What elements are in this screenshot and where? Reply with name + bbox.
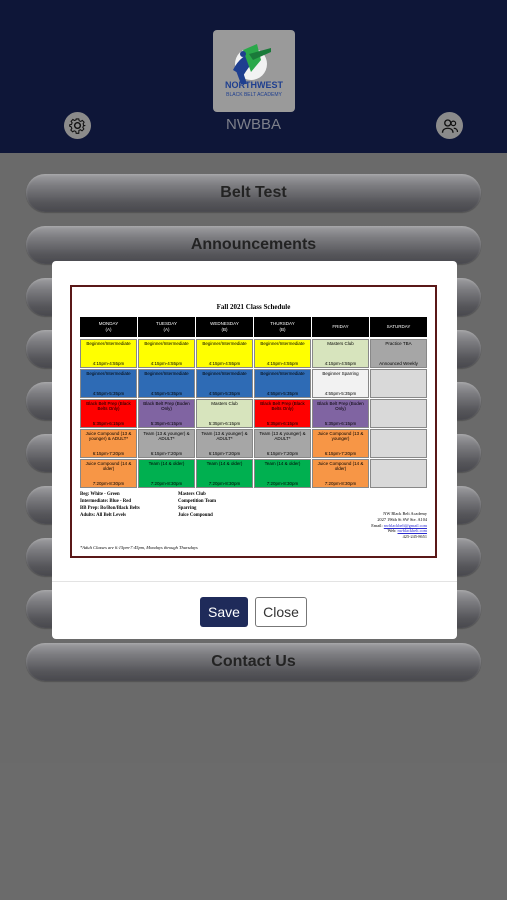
day-code: (B) [221, 327, 228, 332]
class-time: 7:20pm-8:30pm [150, 480, 183, 486]
legend-line: Competition Team [178, 498, 216, 504]
class-time: 4:55pm-5:35pm [324, 390, 357, 396]
web-link[interactable]: nwblackbelt.com [397, 528, 427, 534]
schedule-cell [196, 369, 253, 398]
class-name: Beginner/Intermediate [86, 341, 131, 346]
class-time: 5:35pm-6:15pm [324, 420, 357, 426]
schedule-cell [138, 399, 195, 428]
schedule-image [70, 285, 437, 558]
schedule-cell [312, 339, 369, 368]
academy-phone: 425-245-8651 [402, 534, 427, 540]
academy-contact [371, 511, 427, 540]
class-time: 4:15pm-4:55pm [324, 360, 357, 366]
schedule-cell [80, 369, 137, 398]
legend-line: Intermediate: Blue - Red [80, 498, 132, 504]
schedule-cell [312, 399, 369, 428]
schedule-cell [80, 339, 137, 368]
class-name: Juice Compound (14 & older) [317, 461, 364, 472]
day-header [370, 317, 427, 337]
class-time: 4:15pm-4:55pm [208, 360, 241, 366]
class-time: 7:20pm-8:30pm [324, 480, 357, 486]
class-name: Juice Compound (13 & younger) & ADULT* [85, 431, 132, 442]
class-time: 5:35pm-6:15pm [266, 420, 299, 426]
schedule-modal [52, 261, 457, 639]
schedule-cell [370, 429, 427, 458]
academy-logo [213, 30, 295, 112]
schedule-cell [138, 429, 195, 458]
day-code: (B) [279, 327, 286, 332]
day-name: TUESDAY [156, 321, 177, 327]
class-name: Team (14 & older) [148, 461, 185, 466]
program-legend [178, 492, 216, 520]
logo-graphic [213, 30, 295, 112]
day-name: FRIDAY [332, 324, 349, 330]
day-header [312, 317, 369, 337]
email-label: Email: [371, 522, 383, 528]
day-header [196, 317, 253, 337]
class-name: Beginner/Intermediate [144, 371, 189, 376]
class-time: 6:15pm-7:20pm [92, 450, 125, 456]
legend-line: Sparring [178, 505, 197, 511]
schedule-cell [80, 429, 137, 458]
close-button[interactable]: Close [255, 597, 307, 627]
class-time: 6:15pm-7:20pm [324, 450, 357, 456]
day-code: (A) [163, 327, 170, 332]
class-time: 5:35pm-6:15pm [150, 420, 183, 426]
academy-name: NW Black Belt Academy [383, 511, 427, 516]
schedule-cell [80, 459, 137, 488]
class-name: Beginner/Intermediate [202, 371, 247, 376]
class-time: 4:15pm-4:55pm [92, 360, 125, 366]
day-name: THURSDAY [270, 321, 295, 327]
class-time: 7:20pm-8:30pm [208, 480, 241, 486]
class-time: 7:20pm-8:30pm [266, 480, 299, 486]
menu-button-belt-test[interactable]: Belt Test [26, 174, 481, 212]
schedule-cell [370, 369, 427, 398]
class-name: Beginner/Intermediate [260, 371, 305, 376]
legend-line: Adults: All Belt Levels [80, 512, 126, 518]
logo-wordmark: NORTHWEST [225, 80, 283, 90]
class-time: 4:55pm-5:35pm [150, 390, 183, 396]
schedule-cell [196, 399, 253, 428]
class-time: 6:15pm-7:20pm [208, 450, 241, 456]
legend-line: BB Prep: Bo/Bon/Black Belts [80, 505, 140, 511]
schedule-cell [138, 459, 195, 488]
schedule-table [80, 317, 432, 489]
modal-body [52, 261, 457, 581]
day-name: MONDAY [98, 321, 119, 327]
day-header [80, 317, 137, 337]
class-time: Announced Weekly [379, 360, 418, 366]
menu-button-contact-us[interactable]: Contact Us [26, 643, 481, 681]
class-time: 5:35pm-6:15pm [208, 420, 241, 426]
schedule-cell [254, 339, 311, 368]
modal-footer [52, 581, 457, 640]
class-name: Practice TBA [385, 341, 412, 346]
class-name: Black Belt Prep (Black Belts Only) [86, 401, 131, 412]
class-time: 4:55pm-5:35pm [208, 390, 241, 396]
legend-line: Masters Club [178, 492, 206, 497]
schedule-cell [254, 459, 311, 488]
schedule-cell [254, 429, 311, 458]
class-name: Masters Club [327, 341, 354, 346]
menu-button-announcements[interactable]: Announcements [26, 226, 481, 264]
class-name: Masters Club [211, 401, 238, 406]
class-time: 7:20pm-8:30pm [92, 480, 125, 486]
schedule-footnote: *Adult Classes are 6:15pm-7:45pm, Mondays through Thursdays [80, 545, 198, 550]
schedule-cell [254, 399, 311, 428]
class-name: Beginner/Intermediate [144, 341, 189, 346]
class-name: Beginner/Intermediate [86, 371, 131, 376]
schedule-cell [196, 429, 253, 458]
schedule-cell [80, 399, 137, 428]
class-name: Team (13 & younger) & ADULT* [201, 431, 248, 442]
schedule-cell [196, 459, 253, 488]
class-time: 5:35pm-6:15pm [92, 420, 125, 426]
class-name: Team (14 & older) [264, 461, 301, 466]
legend-line: Beg: White - Green [80, 492, 120, 497]
class-name: Juice Compound (13 & younger) [317, 431, 364, 442]
class-name: Juice Compound (14 & older) [85, 461, 132, 472]
schedule-cell [312, 369, 369, 398]
class-name: Beginner Sparring [322, 371, 359, 376]
day-name: SATURDAY [386, 324, 411, 330]
email-link[interactable]: nwblackbelt@gmail.com [383, 522, 427, 528]
profile-button[interactable] [436, 112, 463, 139]
class-name: Black Belt Prep (Boden Only) [317, 401, 364, 412]
academy-address: 2027 196th St SW Ste. A104 [377, 516, 427, 522]
class-time: 6:15pm-7:20pm [150, 450, 183, 456]
class-name: Team (13 & younger) & ADULT* [143, 431, 190, 442]
class-name: Team (13 & younger) & ADULT* [259, 431, 306, 442]
class-name: Beginner/Intermediate [202, 341, 247, 346]
logo-subtitle: BLACK BELT ACADEMY [226, 92, 282, 98]
schedule-cell [312, 459, 369, 488]
schedule-title: Fall 2021 Class Schedule [216, 303, 291, 311]
web-label: Web: [387, 528, 397, 534]
app-header [0, 0, 507, 153]
class-name: Beginner/Intermediate [260, 341, 305, 346]
save-button[interactable]: Save [200, 597, 248, 627]
day-code: (A) [105, 327, 112, 332]
class-name: Black Belt Prep (Black Belts Only) [260, 401, 305, 412]
class-time: 4:15pm-4:55pm [150, 360, 183, 366]
day-header [254, 317, 311, 337]
day-name: WEDNESDAY [210, 321, 239, 327]
legend-line: Juice Compound [178, 512, 213, 518]
belt-level-legend [80, 492, 140, 520]
class-time: 4:55pm-5:35pm [92, 390, 125, 396]
schedule-cell [138, 369, 195, 398]
schedule-cell [196, 339, 253, 368]
class-time: 4:55pm-5:35pm [266, 390, 299, 396]
schedule-cell [312, 429, 369, 458]
class-name: Team (14 & older) [206, 461, 243, 466]
schedule-cell [370, 399, 427, 428]
users-icon [441, 117, 459, 135]
class-time: 4:15pm-4:55pm [266, 360, 299, 366]
schedule-cell [370, 459, 427, 488]
schedule-cell [254, 369, 311, 398]
day-header [138, 317, 195, 337]
app-title: NWBBA [225, 116, 281, 133]
class-name: Black Belt Prep (Boden Only) [143, 401, 190, 412]
schedule-cell [138, 339, 195, 368]
schedule-cell [370, 339, 427, 368]
class-time: 6:15pm-7:20pm [266, 450, 299, 456]
